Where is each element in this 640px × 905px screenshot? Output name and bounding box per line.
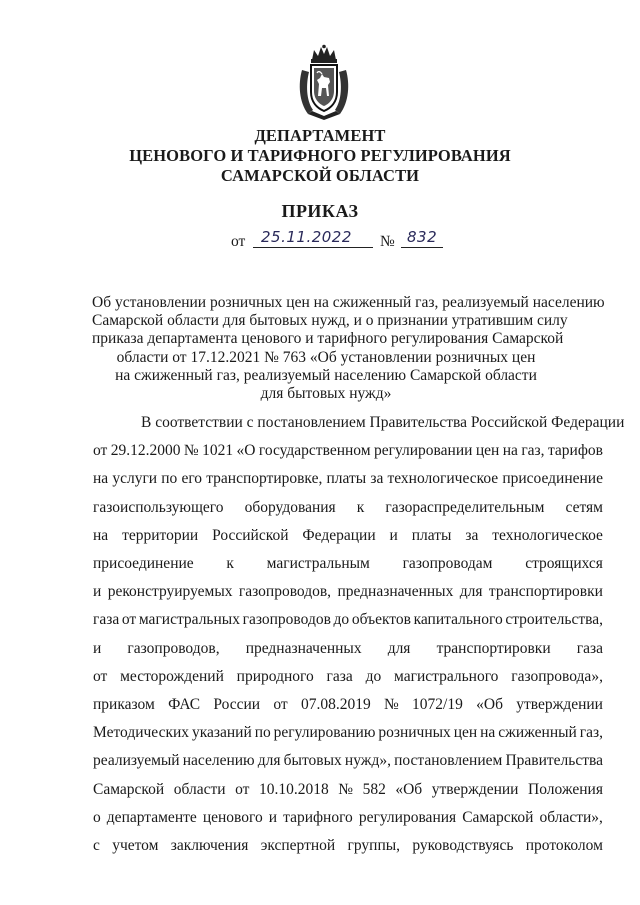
body-word: «Об xyxy=(476,696,503,714)
body-word: Самарской xyxy=(462,808,534,826)
body-word: газа xyxy=(93,611,120,629)
body-word: и xyxy=(93,639,102,657)
body-word: газораспределительным xyxy=(385,498,545,516)
body-line xyxy=(93,719,603,747)
body-word: до xyxy=(333,611,350,629)
body-line xyxy=(93,804,603,832)
body-word: ценового xyxy=(202,808,263,826)
body-word: газ, xyxy=(521,442,545,460)
body-word: от xyxy=(235,780,250,798)
body-word: для xyxy=(387,639,411,657)
body-word: России xyxy=(213,696,261,714)
body-word: о xyxy=(93,808,101,826)
body-word: цен xyxy=(475,442,500,460)
order-body-text xyxy=(93,409,625,860)
body-word: «О xyxy=(236,442,256,460)
body-line xyxy=(93,635,603,663)
body-word: приказом xyxy=(93,696,155,714)
body-word: учетом xyxy=(112,837,159,855)
date-label: от xyxy=(231,233,246,250)
body-line xyxy=(93,606,603,634)
body-word: тарифов xyxy=(547,442,603,460)
body-word: от xyxy=(273,696,288,714)
subject-line: области от 17.12.2021 № 763 «Об установлении розничных цен xyxy=(116,348,536,366)
body-word: населению xyxy=(182,752,255,770)
body-word: технологическое xyxy=(387,470,499,488)
body-word: группы, xyxy=(347,837,401,855)
body-word: газоиспользующего xyxy=(93,498,224,516)
number-underline xyxy=(401,247,443,248)
body-line xyxy=(93,578,603,606)
body-word: технологическое xyxy=(492,526,603,544)
body-word: газ, xyxy=(579,724,603,742)
body-word: Российской xyxy=(212,526,289,544)
body-word: транспортировки xyxy=(488,583,603,601)
body-word: за xyxy=(370,470,384,488)
body-word: платы xyxy=(411,526,452,544)
department-name xyxy=(0,126,640,186)
body-word: Методических xyxy=(93,724,190,742)
body-word: Положения xyxy=(528,780,603,798)
body-word: оборудования xyxy=(244,498,336,516)
body-word: по xyxy=(161,470,178,488)
body-word: предназначенных xyxy=(245,639,362,657)
date-underline xyxy=(253,247,373,248)
body-word: по xyxy=(254,724,271,742)
body-word: строительства, xyxy=(505,611,603,629)
body-word: утверждении xyxy=(516,696,603,714)
body-word: газопровода», xyxy=(511,667,603,685)
body-word: для xyxy=(257,752,281,770)
body-word: газопроводам xyxy=(402,555,493,573)
body-word: ФАС xyxy=(168,696,201,714)
order-subject xyxy=(92,294,605,403)
number-label: № xyxy=(380,233,395,250)
body-word: розничных xyxy=(378,724,451,742)
body-word: на xyxy=(93,470,109,488)
body-line xyxy=(93,776,603,804)
body-word: «Об xyxy=(395,780,423,798)
body-word: 07.08.2019 xyxy=(300,696,371,714)
body-word: газа xyxy=(326,667,353,685)
body-word: присоединение xyxy=(502,470,603,488)
body-word: сетям xyxy=(565,498,603,516)
samara-coat-of-arms-icon xyxy=(296,44,352,122)
body-word: государственном xyxy=(258,442,371,460)
body-line xyxy=(93,832,603,860)
body-word: тарифного xyxy=(283,808,353,826)
body-word: регулировании xyxy=(373,442,473,460)
department-line-1: ДЕПАРТАМЕНТ xyxy=(254,126,386,145)
body-line xyxy=(93,691,603,719)
body-word: протоколом xyxy=(525,837,603,855)
body-word: капитального xyxy=(413,611,503,629)
body-word: 29.12.2000 xyxy=(110,442,181,460)
subject-line: приказа департамента ценового и тарифного регулирования Самарской xyxy=(92,330,564,348)
body-word: регулированию xyxy=(273,724,376,742)
body-word: регулирования xyxy=(358,808,457,826)
body-word: цен xyxy=(453,724,478,742)
body-word: Федерации xyxy=(302,526,376,544)
body-line xyxy=(93,747,603,775)
body-word: утверждении xyxy=(431,780,519,798)
body-word: магистральных xyxy=(138,611,240,629)
body-line xyxy=(93,550,603,578)
body-word: экспертной xyxy=(260,837,336,855)
body-word: № xyxy=(338,780,354,798)
department-line-2: ЦЕНОВОГО И ТАРИФНОГО РЕГУЛИРОВАНИЯ xyxy=(129,146,511,165)
body-word: с xyxy=(93,837,100,855)
subject-line: на сжиженный газ, реализуемый населению Самарской области xyxy=(115,366,537,384)
body-word: заключения xyxy=(170,837,249,855)
body-line xyxy=(93,494,603,522)
body-word: к xyxy=(226,555,234,573)
body-word: магистральным xyxy=(266,555,370,573)
date-value: 25.11.2022 xyxy=(261,228,352,246)
body-word: области xyxy=(173,780,226,798)
body-word: указаний xyxy=(191,724,252,742)
body-word: руководствуясь xyxy=(412,837,514,855)
body-word: на xyxy=(93,526,109,544)
body-line: В соответствии с постановлением Правительства Российской Федерации xyxy=(141,414,625,431)
body-word: объектов xyxy=(351,611,411,629)
body-word: 1072/19 xyxy=(412,696,463,714)
body-word: и xyxy=(268,808,278,826)
body-word: на xyxy=(480,724,496,742)
body-word: на xyxy=(502,442,518,460)
body-line xyxy=(93,437,603,465)
body-word: территории xyxy=(122,526,199,544)
body-word: присоединение xyxy=(93,555,194,573)
body-word: 10.10.2018 xyxy=(258,780,329,798)
subject-line: Самарской области для бытовых нужд, и о признании утратившим силу xyxy=(92,312,568,330)
body-word: 1021 xyxy=(202,442,234,460)
body-word: нужд», xyxy=(344,752,391,770)
order-title: ПРИКАЗ xyxy=(281,201,359,221)
body-word: бытовых xyxy=(283,752,342,770)
body-word: департаменте xyxy=(106,808,197,826)
body-word: и xyxy=(93,583,102,601)
body-word: газопроводов xyxy=(242,611,331,629)
body-word: Самарской xyxy=(93,780,165,798)
body-word: транспортировки xyxy=(436,639,551,657)
body-word: природного xyxy=(236,667,314,685)
order-date-number xyxy=(231,228,471,254)
body-word: к xyxy=(356,498,365,516)
body-word: от xyxy=(93,442,108,460)
body-word: области», xyxy=(539,808,603,826)
body-word: № xyxy=(383,696,399,714)
body-word: месторождений xyxy=(120,667,224,685)
body-word: газопроводов, xyxy=(238,583,332,601)
body-word: строящихся xyxy=(525,555,603,573)
body-word: реализуемый xyxy=(93,752,180,770)
body-word: для xyxy=(459,583,483,601)
body-word: за xyxy=(465,526,479,544)
body-word: газопроводов, xyxy=(127,639,220,657)
body-word: магистрального xyxy=(394,667,499,685)
body-word: сжиженный xyxy=(498,724,577,742)
body-word: постановлением xyxy=(394,752,503,770)
body-word: до xyxy=(365,667,382,685)
body-word: газа xyxy=(576,639,603,657)
body-word: и xyxy=(389,526,398,544)
body-word: реконструируемых xyxy=(107,583,233,601)
number-value: 832 xyxy=(407,228,438,246)
subject-line: для бытовых нужд» xyxy=(260,385,392,403)
body-word: платы xyxy=(326,470,367,488)
body-word: услуги xyxy=(112,470,158,488)
body-word: Правительства xyxy=(505,752,603,770)
body-word: № xyxy=(183,442,199,460)
body-word: транспортировке, xyxy=(206,470,323,488)
department-line-3: САМАРСКОЙ ОБЛАСТИ xyxy=(220,166,420,185)
body-word: от xyxy=(121,611,137,629)
body-line xyxy=(93,522,603,550)
body-word: предназначенных xyxy=(337,583,454,601)
body-word: 582 xyxy=(362,780,386,798)
body-line xyxy=(93,465,603,493)
subject-line: Об установлении розничных цен на сжиженный газ, реализуемый населению xyxy=(92,294,605,311)
body-word: от xyxy=(93,667,108,685)
body-line xyxy=(93,663,603,691)
body-word: его xyxy=(181,470,203,488)
